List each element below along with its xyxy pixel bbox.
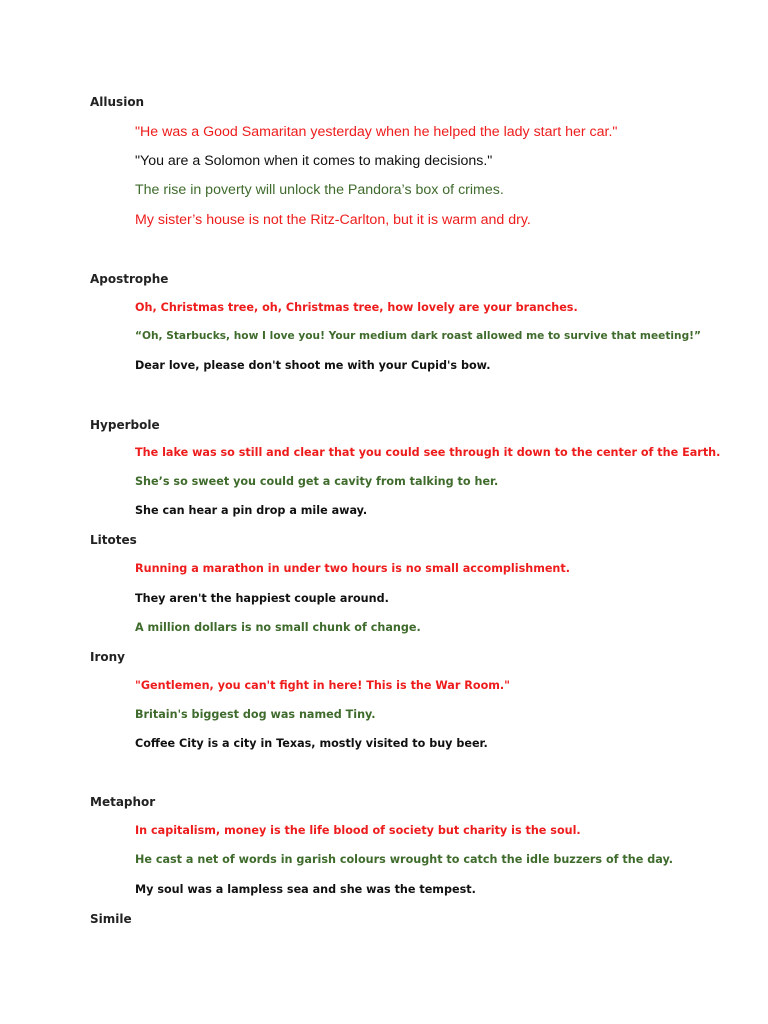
metaphor-example: He cast a net of words in garish colours wrought to catch the idle buzzers of the day. — [135, 853, 673, 866]
allusion-example: "You are a Solomon when it comes to making decisions." — [135, 153, 493, 169]
hyperbole-example: The lake was so still and clear that you could see through it down to the center of the Earth. — [135, 446, 721, 459]
hyperbole-example: She’s so sweet you could get a cavity from talking to her. — [135, 475, 499, 488]
metaphor-example: In capitalism, money is the life blood of society but charity is the soul. — [135, 824, 581, 837]
apostrophe-example: Dear love, please don't shoot me with your Cupid's bow. — [135, 359, 491, 372]
irony-example: "Gentlemen, you can't fight in here! This is the War Room." — [135, 679, 510, 692]
litotes-example: A million dollars is no small chunk of change. — [135, 621, 421, 634]
section-heading-hyperbole: Hyperbole — [90, 418, 160, 432]
allusion-example: My sister’s house is not the Ritz-Carlton, but it is warm and dry. — [135, 212, 531, 228]
section-heading-allusion: Allusion — [90, 95, 145, 109]
litotes-example: They aren't the happiest couple around. — [135, 592, 389, 605]
section-heading-apostrophe: Apostrophe — [90, 272, 169, 286]
metaphor-example: My soul was a lampless sea and she was the tempest. — [135, 883, 476, 896]
hyperbole-example: She can hear a pin drop a mile away. — [135, 504, 368, 517]
irony-example: Britain's biggest dog was named Tiny. — [135, 708, 376, 721]
apostrophe-example: “Oh, Starbucks, how I love you! Your medium dark roast allowed me to survive that meeting!” — [135, 330, 701, 342]
litotes-example: Running a marathon in under two hours is no small accomplishment. — [135, 562, 570, 575]
irony-example: Coffee City is a city in Texas, mostly visited to buy beer. — [135, 737, 488, 750]
section-heading-irony: Irony — [90, 650, 125, 664]
section-heading-metaphor: Metaphor — [90, 795, 156, 809]
allusion-example: The rise in poverty will unlock the Pandora’s box of crimes. — [135, 182, 504, 198]
section-heading-simile: Simile — [90, 912, 132, 926]
section-heading-litotes: Litotes — [90, 533, 137, 547]
allusion-example: "He was a Good Samaritan yesterday when he helped the lady start her car." — [135, 124, 618, 140]
apostrophe-example: Oh, Christmas tree, oh, Christmas tree, how lovely are your branches. — [135, 301, 578, 314]
